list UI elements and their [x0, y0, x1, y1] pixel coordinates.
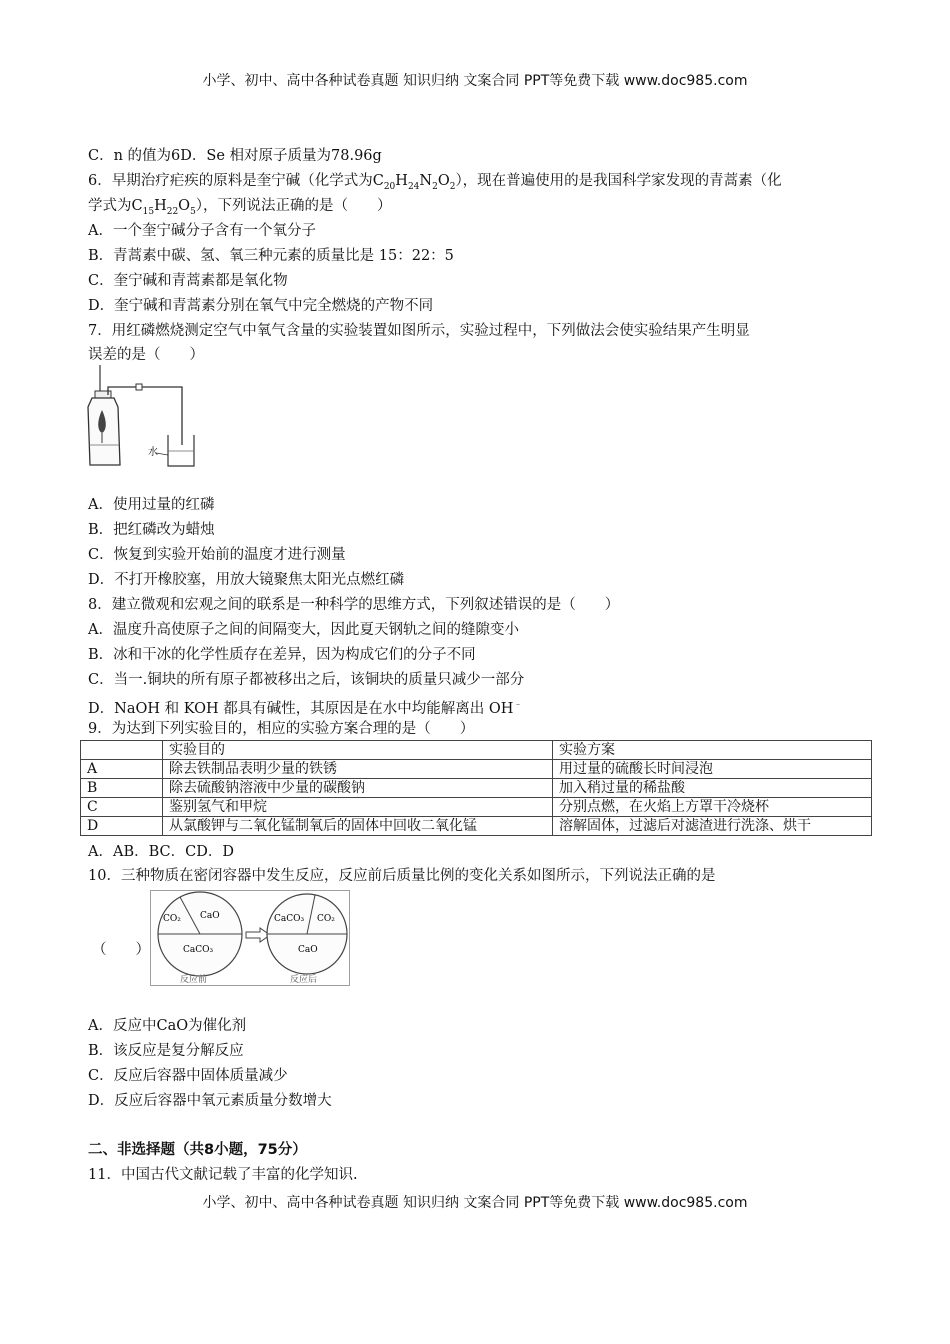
page-footer: 小学、初中、高中各种试卷真题 知识归纳 文案合同 PPT等免费下载 www.doc985.com: [202, 1195, 748, 1211]
table-row: [81, 779, 872, 798]
q6-option-c: C．奎宁碱和青蒿素都是氧化物: [88, 273, 288, 289]
q11-stem: 11．中国古代文献记载了丰富的化学知识.: [88, 1167, 358, 1183]
table-cell: 除去铁制品表明少量的铁锈: [163, 760, 553, 779]
q10-option-d: D．反应后容器中氧元素质量分数增大: [88, 1093, 332, 1109]
table-row: [81, 760, 872, 779]
q7-stem-line2: 误差的是（ ）: [88, 347, 204, 363]
page-header: 小学、初中、高中各种试卷真题 知识归纳 文案合同 PPT等免费下载 www.doc985.com: [202, 73, 748, 89]
q5-option-cd: C．n 的值为6D．Se 相对原子质量为78.96g: [88, 148, 382, 164]
q7-stem-line1: 7．用红磷燃烧测定空气中氧气含量的实验装置如图所示，实验过程中，下列做法会使实验结果产生明显: [88, 323, 750, 339]
after-cao-label: CaO: [298, 945, 318, 955]
q8-option-c: C．当一.铜块的所有原子都被移出之后，该铜块的质量只减少一部分: [88, 672, 525, 688]
q8-option-a: A．温度升高使原子之间的间隔变大，因此夏天钢轨之间的缝隙变小: [88, 622, 519, 638]
water-label: 水: [148, 447, 158, 458]
table-cell: B: [81, 779, 163, 798]
q10-option-c: C．反应后容器中固体质量减少: [88, 1068, 288, 1084]
q7-apparatus-figure: [86, 365, 196, 470]
table-cell: 实验方案: [553, 741, 872, 760]
q6-option-a: A．一个奎宁碱分子含有一个氧分子: [88, 223, 316, 239]
before-cao-label: CaO: [200, 911, 220, 921]
before-co2-label: CO₂: [163, 914, 181, 924]
q6-stem-line1: 6．早期治疗疟疾的原料是奎宁碱（化学式为$C_{20}H_{24}N_2O_2$），现在普遍使用的是我国科学家发现的青蒿素（化: [88, 173, 782, 192]
before-caption: 反应前: [180, 975, 208, 985]
table-cell: 溶解固体，过滤后对滤渣进行洗涤、烘干: [553, 817, 872, 836]
q7-option-c: C．恢复到实验开始前的温度才进行测量: [88, 547, 346, 563]
before-caco3-label: CaCO₃: [183, 945, 214, 955]
section-2-title: 二、非选择题（共8小题，75分）: [88, 1142, 307, 1158]
after-caco3-label: CaCO₃: [274, 914, 305, 924]
q10-paren: （ ）: [92, 942, 150, 958]
q7-option-b: B．把红磷改为蜡烛: [88, 522, 215, 538]
table-cell: C: [81, 798, 163, 817]
q6-option-d: D．奎宁碱和青蒿素分别在氧气中完全燃烧的产物不同: [88, 298, 434, 314]
q9-table: [80, 740, 872, 836]
table-cell: 从氯酸钾与二氧化锰制氧后的固体中回收二氧化锰: [163, 817, 553, 836]
q8-option-d: D．NaOH 和 KOH 都具有碱性，其原因是在水中均能解离出 OH﹣: [88, 700, 523, 717]
q9-options: A．AB．BC．CD．D: [88, 844, 234, 860]
table-cell: 除去硫酸钠溶液中少量的碳酸钠: [163, 779, 553, 798]
after-caption: 反应后: [290, 975, 318, 985]
table-cell: 实验目的: [163, 741, 553, 760]
q9-stem: 9．为达到下列实验目的，相应的实验方案合理的是（ ）: [88, 721, 475, 737]
table-cell: 加入稍过量的稀盐酸: [553, 779, 872, 798]
q7-option-d: D．不打开橡胶塞，用放大镜聚焦太阳光点燃红磷: [88, 572, 405, 588]
q8-option-b: B．冰和干冰的化学性质存在差异，因为构成它们的分子不同: [88, 647, 476, 663]
q10-stem: 10．三种物质在密闭容器中发生反应，反应前后质量比例的变化关系如图所示，下列说法正确的是: [88, 868, 716, 884]
table-cell: D: [81, 817, 163, 836]
q6-option-b: B．青蒿素中碳、氢、氧三种元素的质量比是 15：22：5: [88, 248, 454, 264]
table-row: [81, 798, 872, 817]
table-cell: 鉴别氢气和甲烷: [163, 798, 553, 817]
table-cell: [81, 741, 163, 760]
q10-option-a: A．反应中CaO为催化剂: [88, 1018, 247, 1034]
q6-stem-line2: 学式为$C_{15}H_{22}O_5$），下列说法正确的是（ ）: [88, 198, 392, 217]
table-cell: A: [81, 760, 163, 779]
table-cell: 分别点燃，在火焰上方罩干冷烧杯: [553, 798, 872, 817]
q10-option-b: B．该反应是复分解反应: [88, 1043, 244, 1059]
table-header-row: [81, 741, 872, 760]
q7-option-a: A．使用过量的红磷: [88, 497, 215, 513]
after-co2-label: CO₂: [317, 914, 335, 924]
table-cell: 用过量的硫酸长时间浸泡: [553, 760, 872, 779]
q10-pie-figure: [150, 890, 350, 986]
q8-stem: 8．建立微观和宏观之间的联系是一种科学的思维方式，下列叙述错误的是（ ）: [88, 597, 620, 613]
table-row: [81, 817, 872, 836]
